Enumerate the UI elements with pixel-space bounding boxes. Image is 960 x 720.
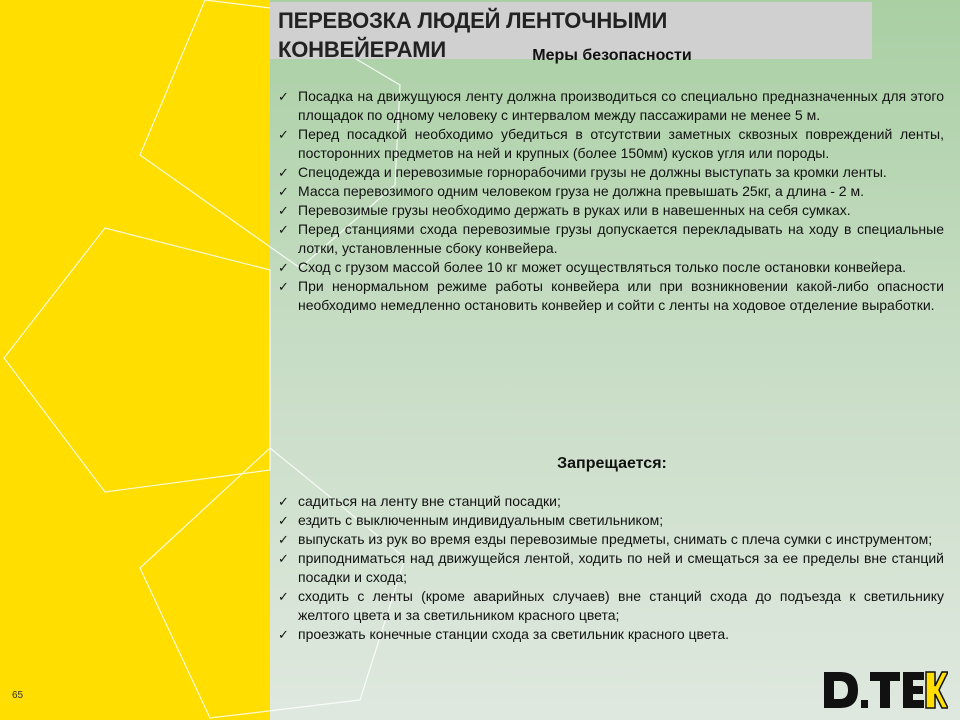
checkmark-icon: ✓ (278, 203, 289, 218)
rule-text: Перед станциями схода перевозимые грузы допускается перекладывать на ходу в специальные лотки, установленные сбоку конвейера. (298, 221, 944, 256)
page-title: ПЕРЕВОЗКА ЛЮДЕЙ ЛЕНТОЧНЫМИ КОНВЕЙЕРАМИ (278, 8, 668, 62)
rule-text: Перед посадкой необходимо убедиться в отсутствии заметных сквозных повреждений ленты, посторонних предметов на ней и крупных (более 150мм) кусков угля или породы. (298, 126, 944, 161)
checkmark-icon: ✓ (278, 627, 289, 642)
checkmark-icon: ✓ (278, 165, 289, 180)
section-subtitle: Меры безопасности (532, 47, 692, 64)
rule-text: При ненормальном режиме работы конвейера или при возникновении какой-либо опасности необходимо немедленно остановить конвейер и сойти с ленты на ходовое отделение выработки. (298, 278, 944, 313)
banned-text: ездить с выключенным индивидуальным светильником; (298, 512, 664, 528)
banned-text: проезжать конечные станции схода за светильник красного цвета. (298, 626, 730, 642)
list-item (278, 125, 944, 163)
checkmark-icon: ✓ (278, 127, 289, 142)
list-item (278, 492, 944, 511)
rule-text: Перевозимые грузы необходимо держать в руках или в навешенных на себя сумках. (298, 202, 851, 218)
rule-text: Масса перевозимого одним человеком груза не должна превышать 25кг, а длина - 2 м. (298, 183, 864, 199)
checkmark-icon: ✓ (278, 589, 289, 604)
checkmark-icon: ✓ (278, 89, 289, 104)
checkmark-icon: ✓ (278, 184, 289, 199)
banned-heading: Запрещается: (557, 455, 667, 472)
list-item (278, 625, 944, 644)
list-item (278, 182, 944, 201)
list-item (278, 201, 944, 220)
page-number: 65 (12, 690, 24, 701)
list-item (278, 587, 944, 625)
checkmark-icon: ✓ (278, 551, 289, 566)
list-item (278, 530, 944, 549)
checkmark-icon: ✓ (278, 222, 289, 237)
rule-text: Спецодежда и перевозимые горнорабочими грузы не должны выступать за кромки ленты. (298, 164, 887, 180)
list-item (278, 511, 944, 530)
checkmark-icon: ✓ (278, 513, 289, 528)
rule-text: Посадка на движущуюся ленту должна производиться со специально предназначенных для этого площадок по одному человеку с интервалом между пассажирами не менее 5 м. (298, 88, 944, 123)
safety-rules-list (278, 87, 944, 315)
checkmark-icon: ✓ (278, 532, 289, 547)
yellow-panel (0, 0, 270, 720)
banned-text: садиться на ленту вне станций посадки; (298, 493, 561, 509)
checkmark-icon: ✓ (278, 494, 289, 509)
dtek-logo (820, 668, 948, 712)
rule-text: Сход с грузом массой более 10 кг может осуществляться только после остановки конвейера. (298, 259, 907, 275)
list-item (278, 258, 944, 277)
banned-text: сходить с ленты (кроме аварийных случаев) вне станций схода до подъезда к светильнику желтого цвета и за светильником красного цвета; (298, 588, 944, 623)
list-item (278, 549, 944, 587)
banned-actions-list (278, 492, 944, 644)
list-item (278, 163, 944, 182)
list-item (278, 87, 944, 125)
list-item (278, 220, 944, 258)
banned-text: приподниматься над движущейся лентой, ходить по ней и смещаться за ее пределы вне станций посадки и схода; (298, 550, 944, 585)
list-item (278, 277, 944, 315)
banned-text: выпускать из рук во время езды перевозимые предметы, снимать с плеча сумки с инструментом; (298, 531, 933, 547)
checkmark-icon: ✓ (278, 279, 289, 294)
checkmark-icon: ✓ (278, 260, 289, 275)
